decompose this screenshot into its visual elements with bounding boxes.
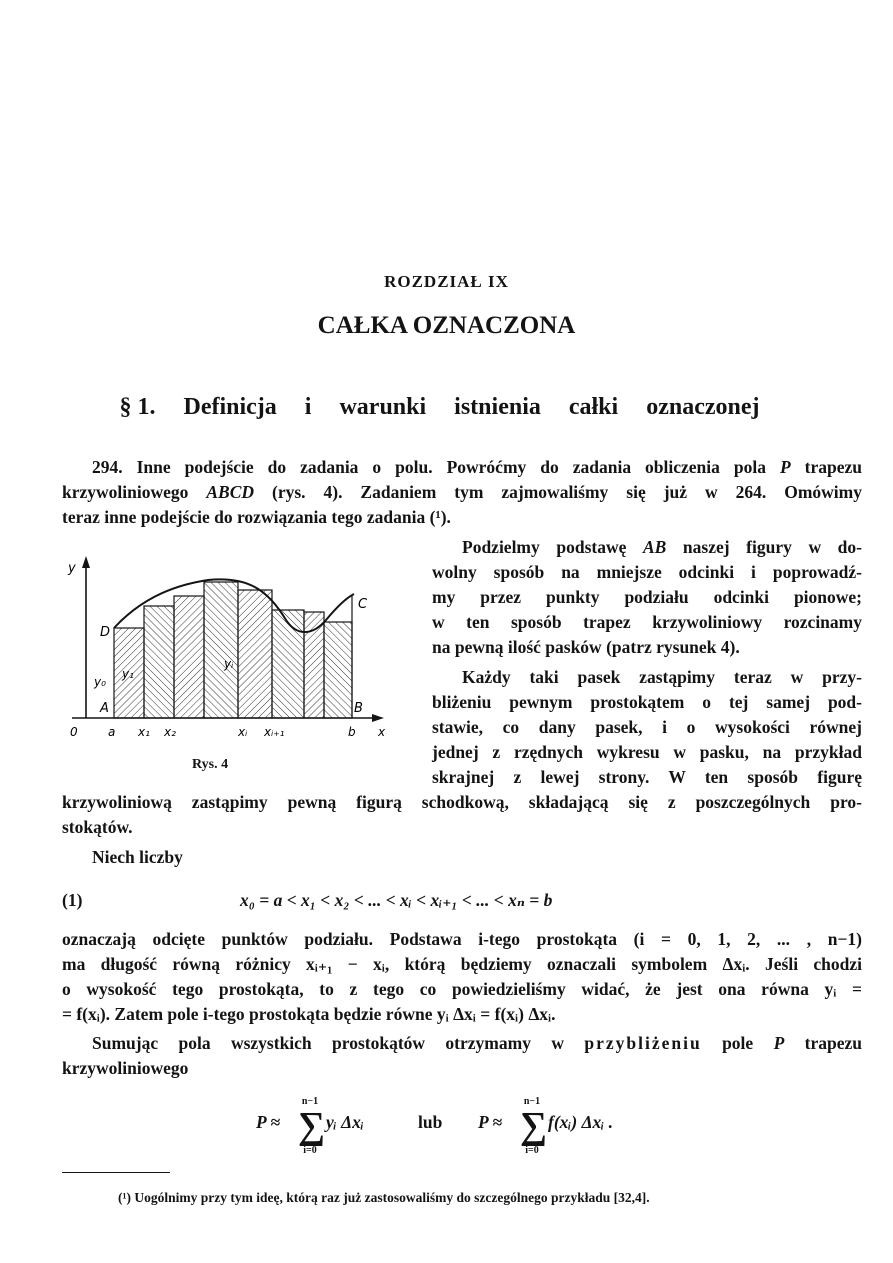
text-run: Sumując pola wszystkich prostokątów otrzymamy w <box>92 1033 585 1053</box>
paragraph-line: stawie, co dany pasek, i o wysokości równej <box>432 717 862 737</box>
label-origin: 0 <box>70 725 78 739</box>
sum-sign: ∑ <box>298 1105 326 1147</box>
strip-rectangle <box>272 610 304 718</box>
tick-label: x₂ <box>164 725 176 739</box>
paragraph-line: my przez punkty podziału odcinki pionowe; <box>432 587 862 607</box>
sum-block <box>298 1096 326 1156</box>
equation-number: (1) <box>62 890 83 910</box>
figure-caption: Rys. 4 <box>192 757 229 772</box>
tick-label: x₁ <box>138 725 150 739</box>
paragraph-line: oznaczają odcięte punktów podziału. Podstawa i-tego prostokąta (i = 0, 1, 2, ... , n−1) <box>62 929 862 949</box>
sum-lhs: P ≈ <box>256 1112 281 1132</box>
sum-lhs: P ≈ <box>478 1112 503 1132</box>
paragraph-line: skrajnej z lewej strony. W ten sposób figurę <box>432 767 862 787</box>
paragraph-line: o wysokość tego prostokąta, to z tego co powiedzieliśmy widać, że jest ona równa yᵢ = <box>62 979 862 999</box>
tick-label: a <box>108 725 116 739</box>
label-B: B <box>354 701 363 716</box>
label-x-axis: x <box>378 725 386 739</box>
paragraph-line <box>462 536 862 559</box>
paragraph-line: krzywoliniową zastąpimy pewną figurą schodkową, składającą się z poszczególnych pro- <box>62 792 862 812</box>
label-C: C <box>358 597 368 612</box>
paragraph-line: stokątów. <box>62 817 133 837</box>
equation-1: x₀ = a < x₁ < x₂ < ... < xᵢ < xᵢ₊₁ < ... < xₙ = b <box>240 890 553 910</box>
paragraph-line <box>92 456 862 479</box>
text-run: trapezu <box>784 1033 862 1053</box>
section-number: § 1. <box>119 394 156 420</box>
sum-upper-limit: n−1 <box>301 1096 319 1107</box>
y-axis-arrow <box>82 556 90 568</box>
text-run: trapezu <box>790 457 862 477</box>
paragraph-line: ma długość równą różnicy xᵢ₊₁ − xᵢ, którą będziemy oznaczali symbolem Δxᵢ. Jeśli chodzi <box>62 954 862 974</box>
symbol-P: P <box>779 457 791 477</box>
chapter-label: ROZDZIAŁ IX <box>384 272 509 291</box>
text-run: naszej figury w do- <box>666 537 862 557</box>
strip-rectangle <box>238 590 272 718</box>
strip-rectangle <box>324 622 352 718</box>
x-axis-arrow <box>372 714 384 722</box>
label-y-axis: y <box>68 561 76 576</box>
spaced-word: przybliżeniu <box>584 1033 702 1053</box>
text-run: pole <box>701 1033 774 1053</box>
paragraph-line: na pewną ilość pasków (patrz rysunek 4). <box>432 637 740 657</box>
paragraph-line <box>62 481 862 504</box>
section-word: warunki <box>339 394 427 420</box>
footnote: (¹) Uogólnimy przy tym ideę, którą raz już zastosowaliśmy do szczególnego przykładu [32,4]. <box>118 1190 650 1205</box>
section-word: oznaczonej <box>646 394 760 420</box>
symbol-ABCD: ABCD <box>206 482 255 502</box>
sum-lower-limit: i=0 <box>303 1145 317 1156</box>
section-word: Definicja <box>183 394 277 420</box>
paragraph-line: Każdy taki pasek zastąpimy teraz w przy- <box>462 667 862 687</box>
paragraph-line: jednej z rzędnych wykresu w pasku, na przykład <box>432 742 862 762</box>
paragraph-line: teraz inne podejście do rozwiązania tego zadania (¹). <box>62 507 451 527</box>
label-A: A <box>100 701 109 716</box>
paragraph-line: = f(xᵢ). Zatem pole i-tego prostokąta będzie równe yᵢ Δxᵢ = f(xᵢ) Δxᵢ. <box>62 1004 556 1024</box>
paragraph-line: bliżeniu pewnym prostokątem o tej samej pod- <box>432 692 862 712</box>
strip-rectangle <box>174 596 204 718</box>
paragraph-heading: 294. Inne podejście do zadania o polu. <box>92 457 433 477</box>
paragraph-line: krzywoliniowego <box>62 1058 189 1078</box>
sum-term: f(xᵢ) Δxᵢ . <box>548 1112 614 1132</box>
label-D: D <box>100 625 111 640</box>
strip-rectangle <box>304 612 324 718</box>
label-y0: y₀ <box>94 675 106 689</box>
sum-or: lub <box>418 1112 443 1132</box>
label-yi: yᵢ <box>224 657 234 671</box>
chapter-title: CAŁKA OZNACZONA <box>317 312 576 339</box>
paragraph-line: wolny sposób na mniejsze odcinki i poprowadź- <box>432 562 862 582</box>
tick-label: xᵢ₊₁ <box>264 725 285 739</box>
tick-label: b <box>348 725 356 739</box>
section-word: i <box>304 394 312 420</box>
label-y1: y₁ <box>122 667 134 681</box>
strip-rectangle <box>204 582 238 718</box>
section-heading <box>0 394 893 421</box>
paragraph-line: w ten sposób trapez krzywoliniowy rozcinamy <box>432 612 862 632</box>
sum-upper-limit: n−1 <box>523 1096 541 1107</box>
section-word: istnienia <box>454 394 541 420</box>
text-run: krzywoliniowego <box>62 482 207 502</box>
text-run: Powróćmy do zadania obliczenia pola <box>432 457 780 477</box>
section-word: całki <box>568 394 619 420</box>
sum-term: yᵢ Δxᵢ <box>326 1112 364 1132</box>
text-run: Podzielmy podstawę <box>462 537 643 557</box>
sum-lower-limit: i=0 <box>525 1145 539 1156</box>
symbol-P: P <box>773 1033 785 1053</box>
figure-rys-4 <box>58 550 398 750</box>
sum-sign: ∑ <box>520 1105 548 1147</box>
paragraph-line: Niech liczby <box>92 847 183 867</box>
text-run: (rys. 4). Zadaniem tym zajmowaliśmy się już w 264. Omówimy <box>254 482 862 502</box>
footnote-rule <box>62 1172 170 1173</box>
strip-rectangle <box>144 606 174 718</box>
symbol-AB: AB <box>642 537 667 557</box>
tick-label: xᵢ <box>238 725 248 739</box>
sum-block <box>520 1096 548 1156</box>
paragraph-line <box>92 1032 862 1055</box>
